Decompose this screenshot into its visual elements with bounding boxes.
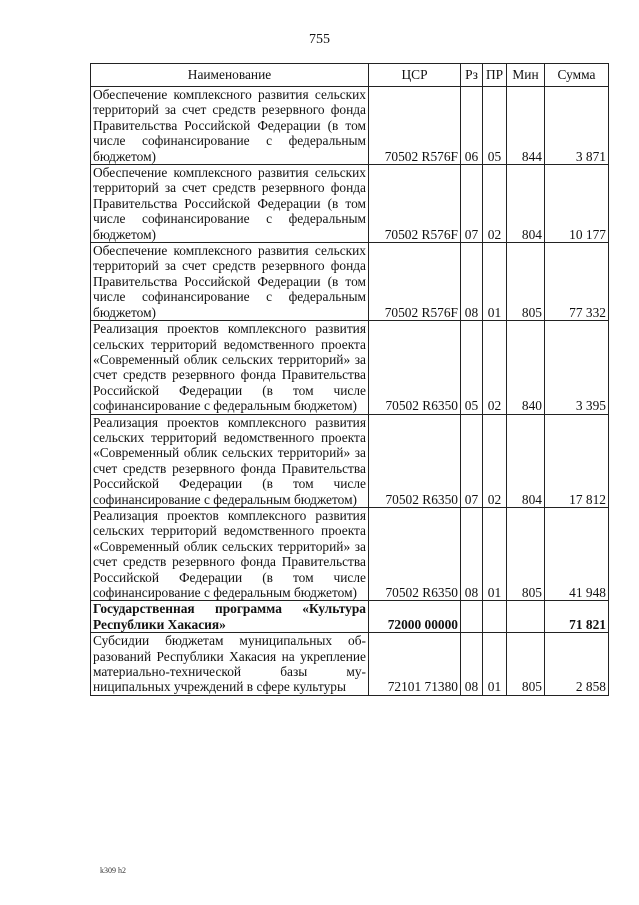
cell-sum: 17 812 bbox=[545, 414, 609, 507]
table-row bbox=[91, 633, 609, 696]
table-row bbox=[91, 601, 609, 633]
cell-pr: 02 bbox=[483, 414, 507, 507]
cell-name: Обеспечение комплексного развития сельских территорий за счет средств резервного фонда Правительства Российской Федерации (в том числе софинансирование с федеральным бюджетом) bbox=[91, 165, 369, 243]
cell-csr: 70502 R576F bbox=[369, 243, 461, 321]
cell-sum: 2 858 bbox=[545, 633, 609, 696]
cell-csr: 70502 R576F bbox=[369, 87, 461, 165]
cell-name: Реализация проектов комплексного развития сельских территорий ведомственного проекта «Современный облик сельских территорий» за счет средств резервного фонда Правительства Российской Федерации (в том числе софинансирование с федеральным бюджетом) bbox=[91, 414, 369, 507]
table-row bbox=[91, 507, 609, 600]
cell-csr: 70502 R6350 bbox=[369, 414, 461, 507]
cell-pr: 01 bbox=[483, 243, 507, 321]
cell-sum: 10 177 bbox=[545, 165, 609, 243]
cell-name: Реализация проектов комплексного развития сельских территорий ведомственного проекта «Современный облик сельских территорий» за счет средств резервного фонда Правительства Российской Федерации (в том числе софинансирование с федеральным бюджетом) bbox=[91, 321, 369, 414]
cell-pr: 02 bbox=[483, 321, 507, 414]
cell-pr bbox=[483, 601, 507, 633]
cell-name: Обеспечение комплексного развития сельских территорий за счет средств резервного фонда Правительства Российской Федерации (в том числе софинансирование с федеральным бюджетом) bbox=[91, 243, 369, 321]
table-row bbox=[91, 87, 609, 165]
cell-name: Государственная программа «Культура Республики Хакасия» bbox=[91, 601, 369, 633]
cell-pr: 01 bbox=[483, 633, 507, 696]
cell-csr: 72101 71380 bbox=[369, 633, 461, 696]
table-row bbox=[91, 165, 609, 243]
cell-min: 804 bbox=[507, 414, 545, 507]
cell-csr: 72000 00000 bbox=[369, 601, 461, 633]
cell-pr: 05 bbox=[483, 87, 507, 165]
cell-pr: 02 bbox=[483, 165, 507, 243]
cell-sum: 71 821 bbox=[545, 601, 609, 633]
cell-csr: 70502 R576F bbox=[369, 165, 461, 243]
header-rz: Рз bbox=[461, 64, 483, 87]
cell-sum: 77 332 bbox=[545, 243, 609, 321]
cell-rz bbox=[461, 601, 483, 633]
table-row bbox=[91, 321, 609, 414]
cell-rz: 06 bbox=[461, 87, 483, 165]
cell-csr: 70502 R6350 bbox=[369, 321, 461, 414]
cell-min: 804 bbox=[507, 165, 545, 243]
table-row bbox=[91, 243, 609, 321]
cell-min: 805 bbox=[507, 243, 545, 321]
page-number: 755 bbox=[309, 32, 330, 47]
cell-min: 805 bbox=[507, 507, 545, 600]
cell-name: Реализация проектов комплексного развития сельских территорий ведомственного проекта «Современный облик сельских территорий» за счет средств резервного фонда Правительства Российской Федерации (в том числе софинансирование с федеральным бюджетом) bbox=[91, 507, 369, 600]
header-name: Наименование bbox=[91, 64, 369, 87]
table-row bbox=[91, 414, 609, 507]
header-csr: ЦСР bbox=[369, 64, 461, 87]
cell-sum: 41 948 bbox=[545, 507, 609, 600]
cell-name: Субсидии бюджетам муниципальных образований Республики Хакасия на укрепление материально-технической базы муниципальных учреждений в сфере культуры bbox=[91, 633, 369, 696]
header-min: Мин bbox=[507, 64, 545, 87]
table-header-row bbox=[91, 64, 609, 87]
cell-rz: 08 bbox=[461, 507, 483, 600]
header-sum: Сумма bbox=[545, 64, 609, 87]
table-body bbox=[91, 87, 609, 696]
cell-pr: 01 bbox=[483, 507, 507, 600]
cell-name: Обеспечение комплексного развития сельских территорий за счет средств резервного фонда Правительства Российской Федерации (в том числе софинансирование с федеральным бюджетом) bbox=[91, 87, 369, 165]
cell-rz: 05 bbox=[461, 321, 483, 414]
cell-sum: 3 395 bbox=[545, 321, 609, 414]
cell-rz: 07 bbox=[461, 165, 483, 243]
cell-rz: 08 bbox=[461, 633, 483, 696]
budget-table bbox=[90, 63, 609, 696]
cell-sum: 3 871 bbox=[545, 87, 609, 165]
cell-rz: 07 bbox=[461, 414, 483, 507]
cell-min bbox=[507, 601, 545, 633]
footer-code: k309 h2 bbox=[100, 866, 126, 875]
cell-min: 840 bbox=[507, 321, 545, 414]
cell-csr: 70502 R6350 bbox=[369, 507, 461, 600]
cell-min: 805 bbox=[507, 633, 545, 696]
cell-rz: 08 bbox=[461, 243, 483, 321]
cell-min: 844 bbox=[507, 87, 545, 165]
header-pr: ПР bbox=[483, 64, 507, 87]
